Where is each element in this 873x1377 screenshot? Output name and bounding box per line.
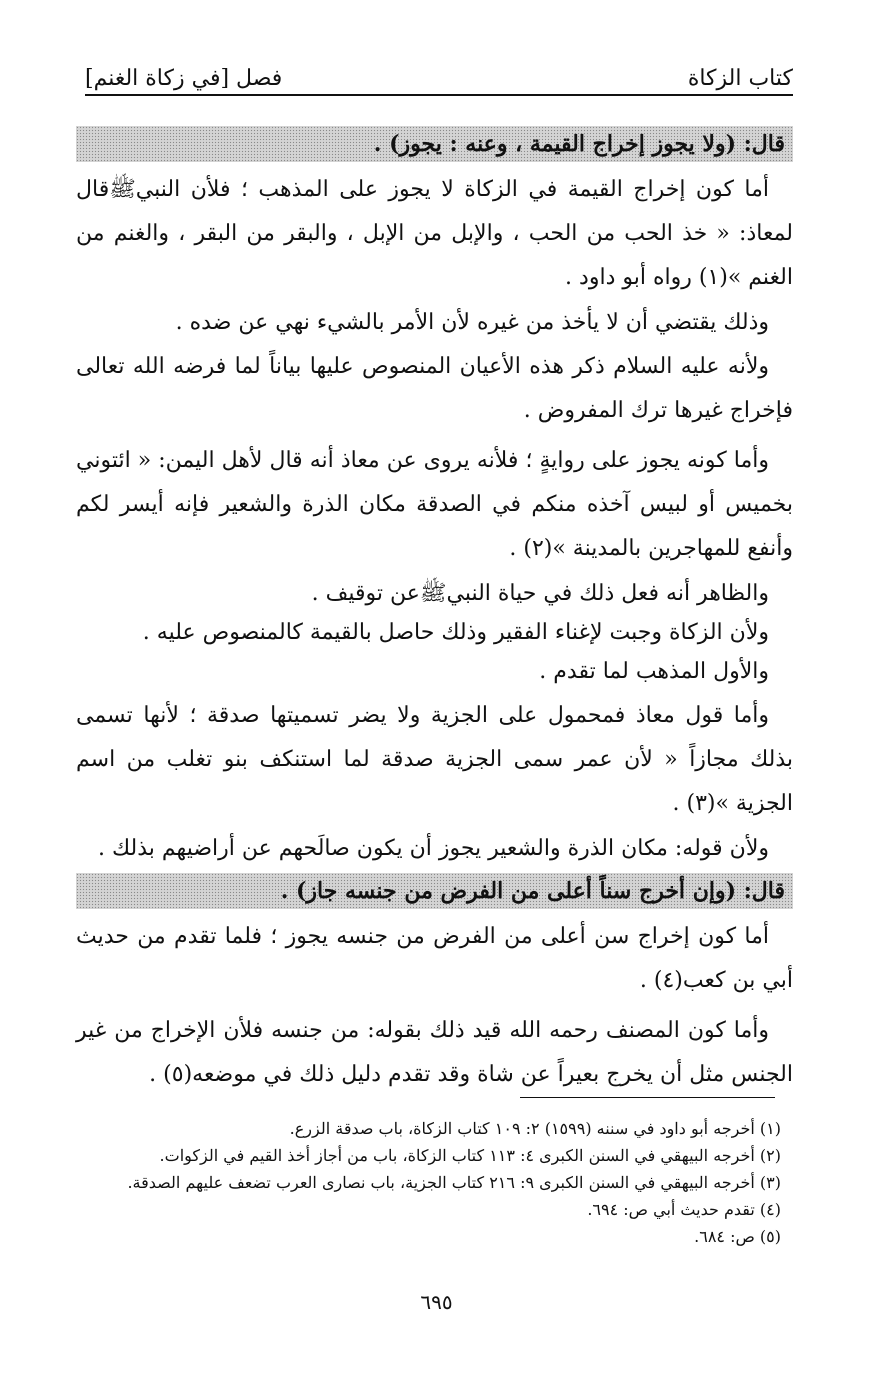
footnote-divider <box>520 1097 775 1098</box>
footnote: (٤) تقدم حديث أبي ص: ٦٩٤. <box>587 1200 781 1219</box>
running-header <box>85 52 793 96</box>
paragraph: ولأن قوله: مكان الذرة والشعير يجوز أن يكون صالَحهم عن أراضيهم بذلك . <box>98 836 769 861</box>
paragraph: وأما قول معاذ فمحمول على الجزية ولا يضر تسميتها صدقة ؛ لأنها تسمى بذلك مجازاً « لأن عمر سمى الجزية صدقة لما استنكف بنو تغلب من اسم الجزية »(٣) . <box>76 703 793 816</box>
footnote: (٥) ص: ٦٨٤. <box>694 1227 781 1246</box>
paragraph: أما كون إخراج سن أعلى من الفرض من جنسه يجوز ؛ فلما تقدم من حديث أبي بن كعب(٤) . <box>76 924 793 993</box>
footnote: (٢) أخرجه البيهقي في السنن الكبرى ٤: ١١٣ كتاب الزكاة، باب من أجاز أخذ القيم في الزكوات. <box>159 1146 781 1165</box>
header-section-title: فصل [في زكاة الغنم] <box>85 66 283 91</box>
section-heading-1: قال: (ولا يجوز إخراج القيمة ، وعنه : يجوز) . <box>76 126 793 162</box>
paragraph: ولأنه عليه السلام ذكر هذه الأعيان المنصوص عليها بياناً لما فرضه الله تعالى فإخراج غيرها ترك المفروض . <box>76 354 793 423</box>
footnote: (٣) أخرجه البيهقي في السنن الكبرى ٩: ٢١٦ كتاب الجزية، باب نصارى العرب تضعف عليهم الصدقة. <box>127 1173 781 1192</box>
footnotes <box>90 1115 781 1250</box>
paragraph: ولأن الزكاة وجبت لإغناء الفقير وذلك حاصل بالقيمة كالمنصوص عليه . <box>142 620 769 645</box>
main-text <box>76 118 793 1103</box>
header-book-title: كتاب الزكاة <box>687 66 793 91</box>
footnote: (١) أخرجه أبو داود في سننه (١٥٩٩) ٢: ١٠٩ كتاب الزكاة، باب صدقة الزرع. <box>289 1119 781 1138</box>
paragraph: أما كون إخراج القيمة في الزكاة لا يجوز على المذهب ؛ فلأن النبيﷺقال لمعاذ: « خذ الحب من الحب ، والإبل من الإبل ، والبقر من البقر ، والغنم من الغنم »(١) رواه أبو داود . <box>76 177 793 290</box>
paragraph: والظاهر أنه فعل ذلك في حياة النبيﷺعن توقيف . <box>311 581 769 606</box>
paragraph: والأول المذهب لما تقدم . <box>539 659 769 684</box>
paragraph: وأما كونه يجوز على روايةٍ ؛ فلأنه يروى عن معاذ أنه قال لأهل اليمن: « ائتوني بخميس أو لبيس آخذه منكم في الصدقة مكان الذرة والشعير فإنه أيسر لكم وأنفع للمهاجرين بالمدينة »(٢) . <box>76 448 793 561</box>
paragraph: وذلك يقتضي أن لا يأخذ من غيره لأن الأمر بالشيء نهي عن ضده . <box>175 310 769 335</box>
page-number: ٦٩٥ <box>420 1290 453 1314</box>
section-heading-2: قال: (وإن أخرج سناً أعلى من الفرض من جنسه جاز) . <box>76 873 793 909</box>
paragraph: وأما كون المصنف رحمه الله قيد ذلك بقوله: من جنسه فلأن الإخراج من غير الجنس مثل أن يخرج بعيراً عن شاة وقد تقدم دليل ذلك في موضعه(٥) . <box>76 1018 793 1087</box>
